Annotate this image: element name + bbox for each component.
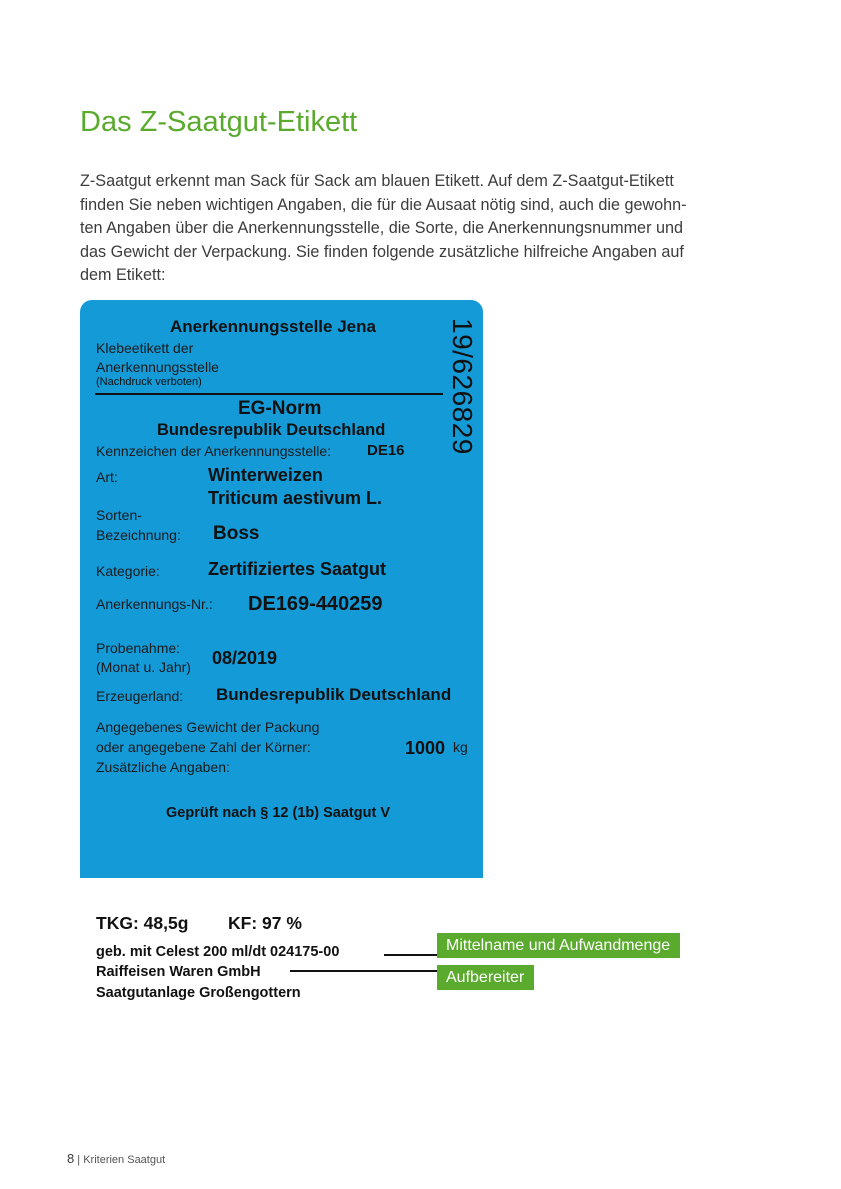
producer-label: Erzeugerland:: [96, 688, 184, 704]
intro-line: das Gewicht der Verpackung. Sie finden folgende zusätzliche hilfreiche Angaben auf: [80, 242, 684, 261]
weight-label-1: Angegebenes Gewicht der Packung: [96, 719, 320, 735]
variety-label-2: Bezeichnung:: [96, 527, 181, 543]
kf-value: KF: 97 %: [228, 913, 302, 933]
tkg-value: TKG: 48,5g: [96, 913, 189, 933]
company-text: Raiffeisen Waren GmbH: [96, 964, 261, 980]
art-value-2: Triticum aestivum L.: [208, 488, 383, 508]
callout-processor: Aufbereiter: [437, 965, 534, 990]
intro-paragraph: [80, 170, 745, 288]
cert-no-value: DE169-440259: [248, 593, 383, 615]
plant-text: Saatgutanlage Großengottern: [96, 985, 301, 1001]
sticker-line-2: Anerkennungsstelle: [96, 359, 219, 375]
variety-value: Boss: [213, 523, 260, 544]
page-number: 8: [67, 1151, 75, 1166]
label-divider: [95, 393, 443, 395]
intro-line: finden Sie neben wichtigen Angaben, die für die Ausaat nötig sind, auch die gewohn-: [80, 195, 687, 214]
seed-label: [80, 300, 483, 878]
vertical-label-number: 19/626829: [447, 318, 478, 455]
authority-code-label: Kennzeichen der Anerkennungsstelle:: [96, 443, 332, 459]
sampling-value: 08/2019: [212, 648, 278, 668]
footer-section: | Kriterien Saatgut: [77, 1154, 166, 1166]
cert-no-label: Anerkennungs-Nr.:: [96, 596, 213, 612]
reprint-note: (Nachdruck verboten): [96, 376, 202, 388]
checked-note: Geprüft nach § 12 (1b) Saatgut V: [166, 805, 390, 821]
sticker-line-1: Klebeetikett der: [96, 340, 194, 356]
page-footer: [67, 1151, 165, 1166]
weight-label-3: Zusätzliche Angaben:: [96, 759, 230, 775]
variety-label-1: Sorten-: [96, 507, 142, 523]
page-title: Das Z-Saatgut-Etikett: [80, 106, 358, 138]
category-value: Zertifiziertes Saatgut: [208, 559, 387, 579]
art-value-1: Winterweizen: [208, 465, 323, 485]
treatment-text: geb. mit Celest 200 ml/dt 024175-00: [96, 944, 340, 960]
weight-unit: kg: [453, 739, 468, 755]
callout-connector-agent: [384, 954, 437, 956]
sampling-label-2: (Monat u. Jahr): [96, 659, 191, 675]
intro-line: ten Angaben über die Anerkennungsstelle, die Sorte, die Anerkennungsnummer und: [80, 219, 683, 237]
callout-connector-processor: [290, 970, 437, 972]
country-heading: Bundesrepublik Deutschland: [157, 421, 386, 439]
norm-heading: EG-Norm: [238, 398, 322, 419]
intro-line: Z-Saatgut erkennt man Sack für Sack am blauen Etikett. Auf dem Z-Saatgut-Etikett: [80, 172, 674, 190]
category-label: Kategorie:: [96, 563, 160, 579]
authority-code-value: DE16: [367, 442, 405, 459]
art-label: Art:: [96, 469, 118, 485]
weight-value: 1000: [405, 738, 446, 758]
weight-label-2: oder angegebene Zahl der Körner:: [96, 739, 311, 755]
label-authority: Anerkennungsstelle Jena: [170, 317, 376, 336]
sampling-label-1: Probenahme:: [96, 640, 181, 656]
producer-value: Bundesrepublik Deutschland: [216, 685, 452, 704]
intro-line: dem Etikett:: [80, 266, 166, 284]
callout-agent: Mittelname und Aufwandmenge: [437, 933, 680, 958]
